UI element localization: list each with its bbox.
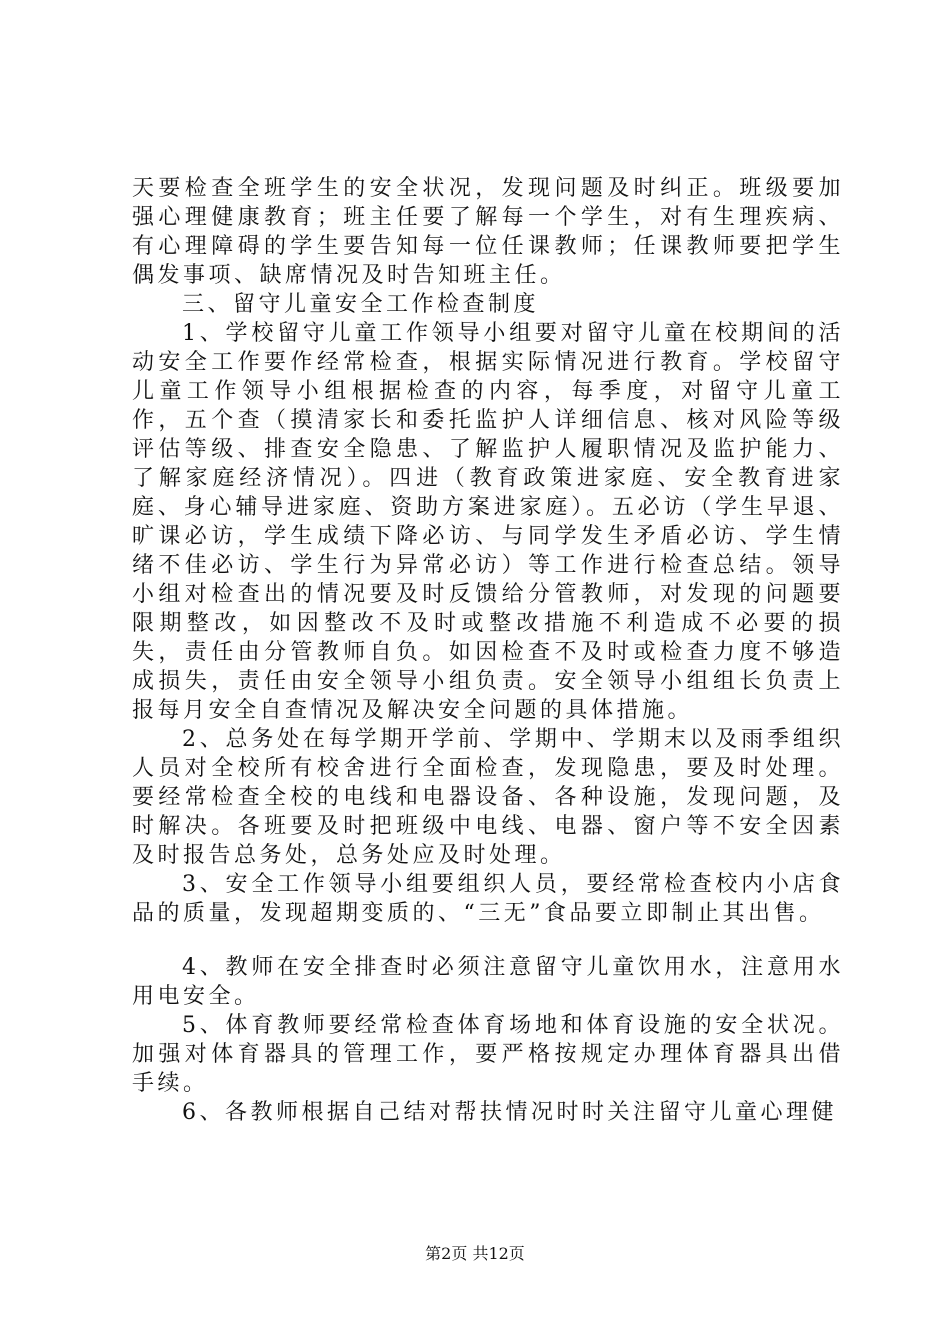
paragraph-item-4: 4、教师在安全排查时必须注意留守儿童饮用水，注意用水用电安全。 [132, 955, 844, 1009]
paragraph-gap [132, 928, 844, 953]
paragraph-item-6: 6、各教师根据自己结对帮扶情况时时关注留守儿童心理健 [182, 1100, 837, 1125]
paragraph-item-3: 3、安全工作领导小组要组织人员，要经常检查校内小店食品的质量，发现超期变质的、“三无”食品要立即制止其出售。 [132, 872, 844, 926]
page-footer: 第2页 共12页 [425, 1244, 525, 1263]
paragraph-item-1: 1、学校留守儿童工作领导小组要对留守儿童在校期间的活动安全工作要作经常检查，根据实际情况进行教育。学校留守儿童工作领导小组根据检查的内容，每季度，对留守儿童工作，五个查（摸清家长和委托监护人详细信息、核对风险等级评估等级、排查安全隐患、了解监护人履职情况及监护能力、了解家庭经济情况）。四进（教育政策进家庭、安全教育进家庭、身心辅导进家庭、资助方案进家庭）。五必访（学生早退、旷课必访，学生成绩下降必访、与同学发生矛盾必访、学生情绪不佳必访、学生行为异常必访）等工作进行检查总结。领导小组对检查出的情况要及时反馈给分管教师，对发现的问题要限期整改，如因整改不及时或整改措施不利造成不必要的损失，责任由分管教师自负。如因检查不及时或检查力度不够造成损失，责任由安全领导小组负责。安全领导小组组长负责上报每月安全自查情况及解决安全问题的具体措施。 [132, 321, 844, 723]
document-body [132, 174, 844, 1127]
paragraph-item-2: 2、总务处在每学期开学前、学期中、学期末以及雨季组织人员对全校所有校舍进行全面检查，发现隐患，要及时处理。要经常检查全校的电线和电器设备、各种设施，发现问题，及时解决。各班要及时把班级中电线、电器、窗户等不安全因素及时报告总务处，总务处应及时处理。 [132, 727, 844, 868]
section-heading: 三、留守儿童安全工作检查制度 [182, 292, 540, 317]
paragraph-item-5: 5、体育教师要经常检查体育场地和体育设施的安全状况。加强对体育器具的管理工作，要严格按规定办理体育器具出借手续。 [132, 1013, 844, 1096]
paragraph-continuation: 天要检查全班学生的安全状况，发现问题及时纠正。班级要加强心理健康教育；班主任要了解每一个学生，对有生理疾病、有心理障碍的学生要告知每一位任课教师；任课教师要把学生偶发事项、缺席情况及时告知班主任。 [132, 176, 844, 288]
